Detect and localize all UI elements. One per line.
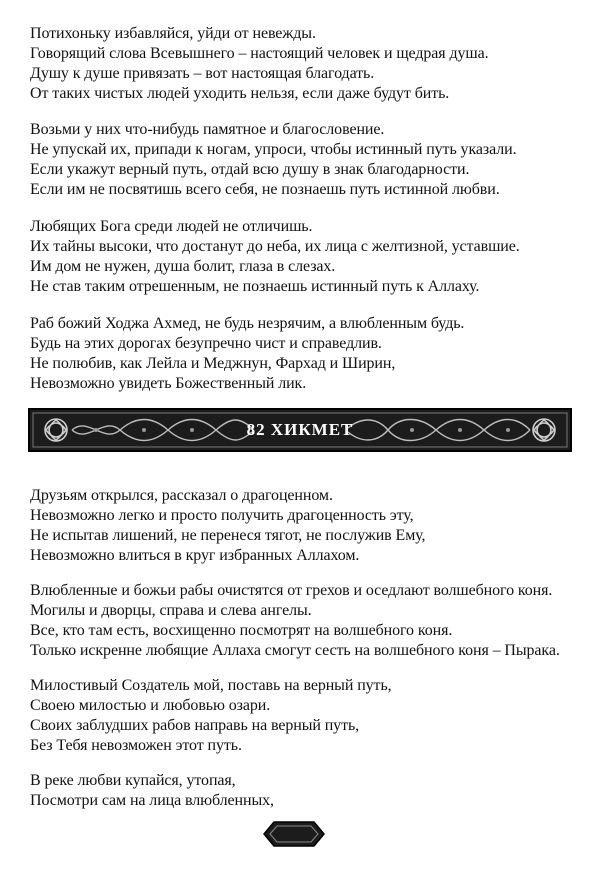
text-line: Своих заблудших рабов направь на верный путь,: [30, 717, 360, 734]
stanza-6: [30, 581, 580, 661]
text-line: От таких чистых людей уходить нельзя, если даже будут бить.: [30, 85, 450, 102]
text-line: Не испытав лишений, не перенеся тягот, не послужив Ему,: [30, 527, 426, 544]
stanza-4: [30, 314, 580, 394]
page-ornament-icon: [262, 818, 326, 850]
text-line: Если укажут верный путь, отдай всю душу в знак благодарности.: [30, 161, 470, 178]
text-line: Посмотри сам на лица влюбленных,: [30, 792, 274, 809]
text-line: Только искренне любящие Аллаха смогут сесть на волшебного коня – Пырака.: [30, 642, 560, 659]
stanza-2: [30, 120, 580, 200]
text-line: Невозможно влиться в круг избранных Аллахом.: [30, 547, 360, 564]
stanza-5: [30, 486, 580, 566]
text-line: Без Тебя невозможен этот путь.: [30, 737, 242, 754]
text-line: Своею милостью и любовью озари.: [30, 697, 271, 714]
text-line: Друзьям открылся, рассказал о драгоценном.: [30, 487, 333, 504]
text-line: Не став таким отрешенным, не познаешь истинный путь к Аллаху.: [30, 278, 480, 295]
text-line: Душу к душе привязать – вот настоящая благодать.: [30, 65, 375, 82]
text-line: Милостивый Создатель мой, поставь на верный путь,: [30, 677, 392, 694]
text-line: Могилы и дворцы, справа и слева ангелы.: [30, 602, 312, 619]
text-line: Говорящий слова Всевышнего – настоящий человек и щедрая душа.: [30, 45, 489, 62]
hikmet-banner: [28, 408, 572, 452]
hikmet-title: 82 ХИКМЕТ: [246, 420, 354, 439]
text-line: Раб божий Ходжа Ахмед, не будь незрячим, а влюбленным будь.: [30, 315, 465, 332]
text-line: Им дом не нужен, душа болит, глаза в слезах.: [30, 258, 336, 275]
text-line: Не полюбив, как Лейла и Меджнун, Фархад и Ширин,: [30, 355, 396, 372]
stanza-8: [30, 771, 580, 811]
text-line: Потихоньку избавляйся, уйди от невежды.: [30, 25, 316, 42]
text-line: Возьми у них что-нибудь памятное и благословение.: [30, 121, 385, 138]
stanza-1: [30, 24, 580, 104]
text-line: Невозможно легко и просто получить драгоценность эту,: [30, 507, 414, 524]
text-line: Их тайны высоки, что достанут до неба, их лица с желтизной, уставшие.: [30, 238, 520, 255]
text-line: Влюбленные и божьи рабы очистятся от грехов и оседлают волшебного коня.: [30, 582, 553, 599]
stanza-7: [30, 676, 580, 756]
text-line: Если им не посвятишь всего себя, не познаешь путь истинной любви.: [30, 181, 500, 198]
text-line: Все, кто там есть, восхищенно посмотрят на волшебного коня.: [30, 622, 453, 639]
text-line: Не упускай их, припади к ногам, упроси, чтобы истинный путь указали.: [30, 141, 517, 158]
text-line: Любящих Бога среди людей не отличишь.: [30, 218, 313, 235]
page-number-badge: [262, 818, 326, 850]
text-line: Будь на этих дорогах безупречно чист и справедлив.: [30, 335, 382, 352]
text-line: Невозможно увидеть Божественный лик.: [30, 375, 307, 392]
text-line: В реке любви купайся, утопая,: [30, 772, 236, 789]
stanza-3: [30, 217, 580, 297]
